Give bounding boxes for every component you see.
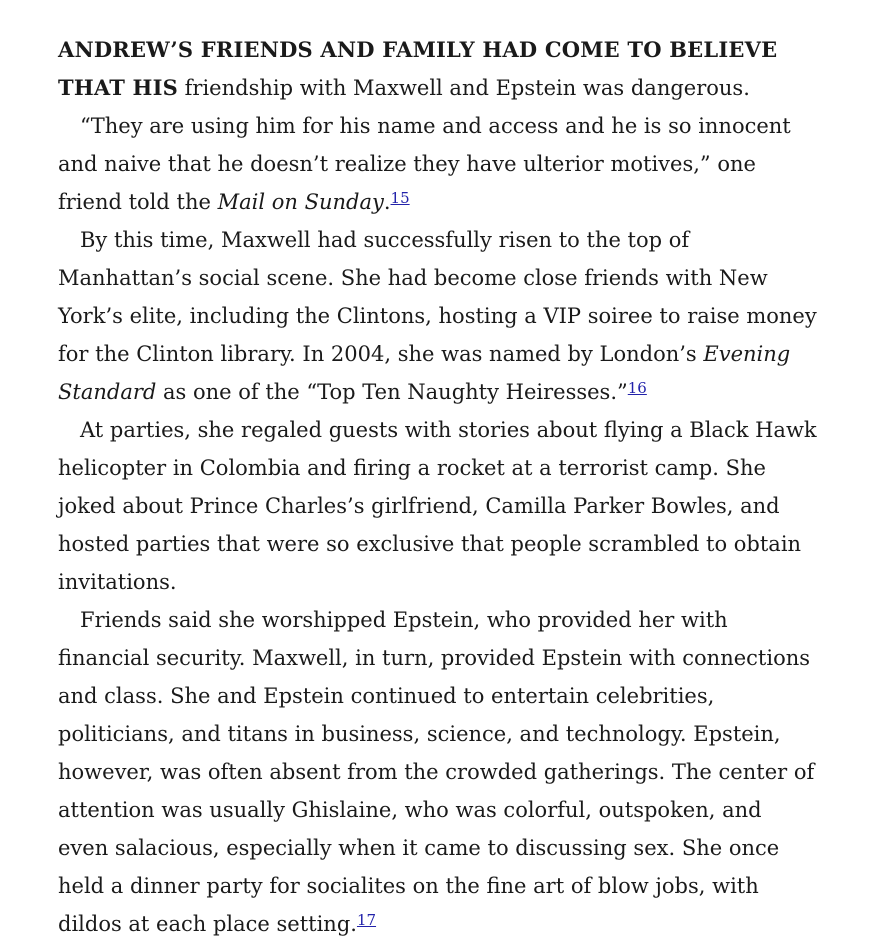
paragraph-social-scene: [58, 221, 818, 411]
paragraph-worshipped: [58, 601, 818, 943]
publication-title: Evening Standard: [58, 342, 791, 404]
footnote-link-17[interactable]: 17: [356, 911, 377, 929]
paragraph-text: “They are using him for his name and access and he is so innocent and naive that he doesn’t realize they have ulterior motives,” one friend told the: [58, 114, 791, 214]
chapter-lead-in: ANDREW’S FRIENDS AND FAMILY HAD COME TO BELIEVE THAT HIS: [58, 37, 778, 100]
publication-title: Mail on Sunday: [217, 190, 384, 214]
paragraph-parties: [58, 411, 818, 601]
footnote-link-16[interactable]: 16: [627, 379, 647, 397]
paragraph-text-tail: .: [383, 190, 391, 214]
book-page: [58, 31, 818, 943]
paragraph-text: friendship with Maxwell and Epstein was dangerous.: [177, 76, 750, 100]
paragraph-opening: [58, 31, 818, 107]
paragraph-text: By this time, Maxwell had successfully risen to the top of Manhattan’s social scene. She had become close friends with New York’s elite, including the Clintons, hosting a VIP soiree to raise money for the Clinton library. In 2004, she was named by London’s: [58, 228, 817, 366]
footnote-link-15[interactable]: 15: [390, 189, 410, 207]
paragraph-text: Friends said she worshipped Epstein, who provided her with financial security. Maxwell, in turn, provided Epstein with connections and class. She and Epstein continued to entertain celebrities, politicians, and titans in business, science, and technology. Epstein, however, was often absent from the crowded gatherings. The center of attention was usually Ghislaine, who was colorful, outspoken, and even salacious, especially when it came to discussing sex. She once held a dinner party for socialites on the fine art of blow jobs, with dildos at each place setting.: [58, 608, 815, 936]
paragraph-friend-quote: [58, 107, 818, 221]
paragraph-text: At parties, she regaled guests with stories about flying a Black Hawk helicopter in Colombia and firing a rocket at a terrorist camp. She joked about Prince Charles’s girlfriend, Camilla Parker Bowles, and hosted parties that were so exclusive that people scrambled to obtain invitations.: [58, 418, 817, 594]
paragraph-text-tail: as one of the “Top Ten Naughty Heiresses.”: [156, 380, 628, 404]
